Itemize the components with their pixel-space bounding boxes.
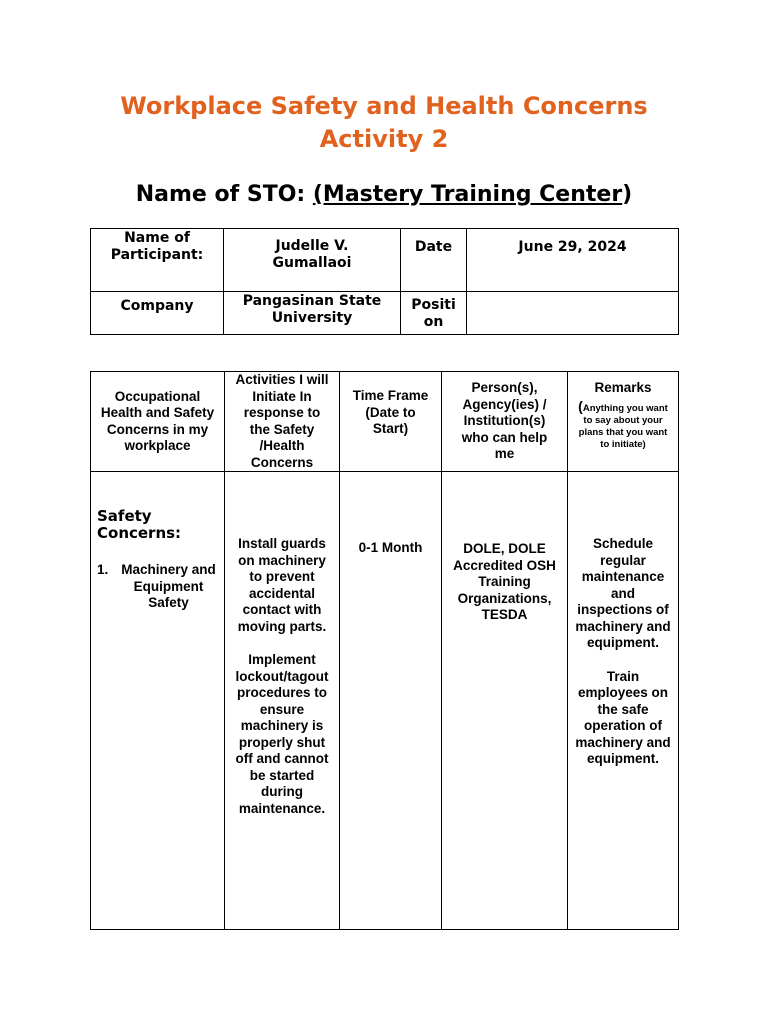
document-title: [0, 90, 768, 156]
company-label-cell: [91, 292, 224, 335]
sto-close: ): [622, 182, 633, 207]
company-label: Company: [120, 298, 194, 314]
activity-item-1: Install guards on machinery to prevent accidental contact with moving parts.: [237, 536, 327, 634]
position-label-line-2: on: [423, 314, 444, 330]
company-value-cell: [224, 292, 401, 335]
table-row: [91, 472, 679, 930]
header-concerns-text: Occupational Health and Safety Concerns in my workplace: [100, 388, 215, 453]
participant-value: Judelle V. Gumallaoi: [272, 238, 352, 271]
time-frame-value: 0-1 Month: [358, 540, 423, 555]
activity-item-2: Implement lockout/tagout procedures to ensure machinery is properly shut off and cannot be started during maintenance.: [235, 652, 329, 816]
date-label-cell: [401, 229, 467, 292]
header-remarks-paren: (: [578, 397, 583, 414]
header-persons: [442, 372, 568, 472]
title-line-2: Activity 2: [319, 125, 449, 153]
participant-value-cell: [224, 229, 401, 292]
activities-cell: [225, 472, 340, 930]
header-remarks-note: Anything you want to say about your plans that you want to initiate): [578, 402, 668, 450]
sto-heading: [0, 182, 768, 207]
header-activities: [225, 372, 340, 472]
time-frame-cell: [340, 472, 442, 930]
date-value-cell: [467, 229, 679, 292]
activity-table: [90, 371, 679, 930]
date-value: June 29, 2024: [518, 239, 627, 255]
remark-item-2: Train employees on the safe operation of machinery and equipment.: [575, 668, 671, 766]
sto-label: Name of STO:: [135, 182, 313, 207]
position-label: [401, 292, 466, 331]
table-header-row: [91, 372, 679, 472]
persons-value: DOLE, DOLE Accredited OSH Training Organizations, TESDA: [453, 541, 556, 622]
list-item: [97, 562, 218, 612]
remarks-cell: [568, 472, 679, 930]
participant-info-table: [90, 228, 679, 335]
header-persons-text: Person(s), Agency(ies) / Institution(s) who can help me: [461, 380, 548, 461]
participant-label-cell: [91, 229, 224, 292]
header-concerns: [91, 372, 225, 472]
concerns-cell: [91, 472, 225, 930]
header-remarks-title: Remarks: [594, 380, 652, 395]
concern-item-text: Machinery and Equipment Safety: [121, 562, 216, 610]
list-number: 1.: [97, 562, 109, 577]
company-value: Pangasinan State University: [242, 293, 382, 326]
title-line-1: Workplace Safety and Health Concerns: [120, 92, 648, 120]
header-remarks: [568, 372, 679, 472]
date-label: Date: [414, 239, 453, 255]
header-activities-text: Activities I will Initiate In response to the Safety /Health Concerns: [235, 372, 329, 470]
position-label-cell: [401, 292, 467, 335]
header-time-frame-text: Time Frame (Date to Start): [352, 388, 429, 436]
persons-cell: [442, 472, 568, 930]
position-label-line-1: Positi: [411, 297, 456, 313]
remark-item-1: Schedule regular maintenance and inspections of machinery and equipment.: [575, 536, 671, 650]
sto-value: (Mastery Training Center: [312, 182, 623, 207]
position-value-cell: [467, 292, 679, 335]
safety-concerns-heading: Safety Concerns:: [97, 507, 182, 542]
header-time-frame: [340, 372, 442, 472]
participant-label: Name of Participant:: [110, 230, 204, 263]
